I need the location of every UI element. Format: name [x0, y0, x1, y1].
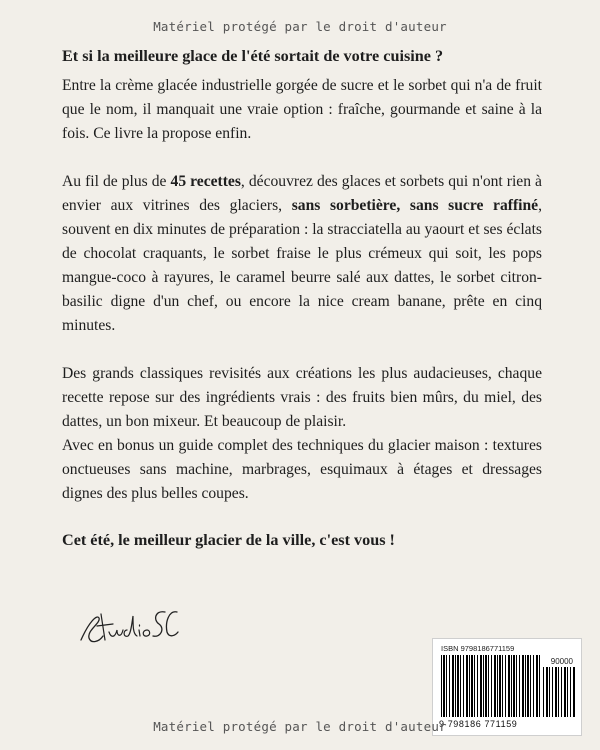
recipes-count: 45 recettes	[170, 173, 241, 190]
price-code: 90000	[550, 657, 573, 666]
studio-signature-logo	[75, 600, 180, 655]
recipes-paragraph	[62, 170, 542, 338]
closing-line: Cet été, le meilleur glacier de la ville, c'est vous !	[62, 531, 395, 549]
classics-paragraph: Des grands classiques revisités aux créations les plus audacieuses, chaque recette repose sur des ingrédients vrais : des fruits bien mûrs, du miel, des dattes, un bon mixeur. Et beaucoup de plaisir.	[62, 365, 542, 430]
headline: Et si la meilleure glace de l'été sortait de votre cuisine ?	[62, 47, 444, 65]
intro-paragraph: Entre la crème glacée industrielle gorgée de sucre et le sorbet qui n'a de fruit que le nom, il manquait une vraie option : fraîche, gourmande et saine à la fois. Ce livre la propose enfin.	[62, 77, 542, 142]
copyright-banner-top: Matériel protégé par le droit d'auteur	[153, 19, 447, 34]
copyright-banner-bottom: Matériel protégé par le droit d'auteur	[153, 719, 447, 734]
isbn-label: ISBN 9798186771159	[441, 644, 515, 653]
back-cover-text	[62, 44, 542, 552]
isbn-digits: 9 798186 771159	[439, 719, 518, 729]
recipes-text-3: , souvent en dix minutes de préparation : la stracciatella au yaourt et ses éclats de chocolat craquants, le sorbet fraise le plus crémeux qui soit, les pops mangue-coco à rayures, le caramel beurre salé aux dattes, le sorbet citron-basilic digne d'un chef, ou encore la nice cream banane, prête en cinq minutes.	[62, 197, 542, 334]
recipes-highlight: sans sorbetière, sans sucre raffiné	[291, 197, 539, 214]
price-addon-bars	[543, 667, 575, 717]
recipes-text-1: Au fil de plus de	[62, 173, 171, 190]
bonus-paragraph: Avec en bonus un guide complet des techniques du glacier maison : textures onctueuses sans machine, marbrages, esquimaux à étages et dressages dignes des plus belles coupes.	[62, 437, 542, 502]
ean13-bars	[441, 655, 541, 717]
recipes-text-2: , découvrez des glaces et sorbets qui n'ont rien à envier aux vitrines des glaciers,	[62, 173, 542, 214]
